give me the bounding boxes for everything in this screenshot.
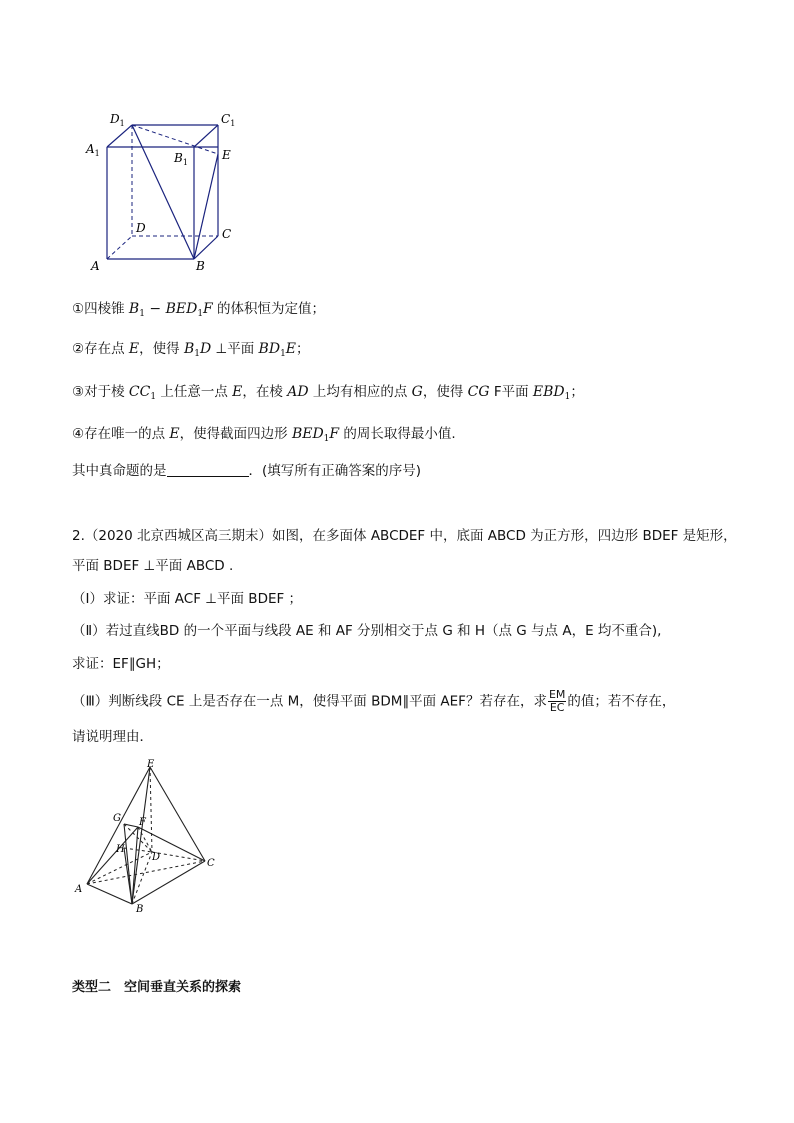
- statement-1: ①四棱锥 $B_1 - BED_1F$ 的体积恒为定值；: [72, 301, 326, 319]
- statement-4: ④存在唯一的点 E，使得截面四边形 $BED_1F$ 的周长取得最小值.: [72, 426, 456, 444]
- problem2-part3c: 请说明理由．: [72, 729, 153, 745]
- label-d1: $D_1$: [110, 112, 125, 128]
- problem2-part3: （Ⅲ）判断线段 CE 上是否存在一点 M，使得平面 BDM∥平面 AEF？若存在，求 $\frac{EM}{EC}$ 的值；若不存在，: [72, 688, 676, 714]
- edge-be: [194, 154, 218, 259]
- polyhedron-figure: [70, 755, 230, 915]
- edge-ad: [107, 236, 132, 259]
- edge-eb: [132, 767, 150, 904]
- edge-ab: [87, 884, 132, 904]
- label-b: B: [136, 904, 144, 915]
- statement-3: ③对于棱 $CC_1$ 上任意一点 E，在棱 AD 上均有相应的点 G，使得 CG F平面 $EBD_1$；: [72, 384, 584, 402]
- problem2-line1: 2.（2020 北京西城区高三期末）如图，在多面体 ABCDEF 中，底面 ABCD 为正方形，四边形 BDEF 是矩形，: [72, 528, 737, 544]
- label-c: C: [207, 858, 215, 869]
- label-c: C: [222, 227, 232, 241]
- label-a: A: [91, 259, 100, 273]
- section-heading: 类型二 空间垂直关系的探索: [72, 980, 242, 995]
- edge-a1d1: [107, 125, 132, 147]
- label-a1: $A_1$: [86, 142, 100, 158]
- cube-figure: [80, 100, 250, 275]
- answer-line: 其中真命题的是 ．(填写所有正确答案的序号): [72, 463, 422, 479]
- edge-d1b: [132, 125, 194, 259]
- label-b1: $B_1$: [174, 151, 188, 167]
- label-f: F: [139, 817, 146, 828]
- label-h: H: [116, 844, 125, 855]
- edge-d1e: [132, 125, 218, 154]
- edge-ed: [150, 767, 152, 852]
- statement-2: ②存在点 E，使得 $B_1D$ ⊥平面 $BD_1E$；: [72, 341, 310, 359]
- problem2-line2: 平面 BDEF ⊥平面 ABCD .: [72, 558, 234, 574]
- edge-hb: [124, 848, 132, 904]
- label-d: D: [152, 852, 161, 863]
- label-b: B: [196, 259, 205, 273]
- label-e: E: [147, 759, 155, 770]
- edge-b1c1: [194, 125, 218, 147]
- answer-blank[interactable]: [167, 463, 249, 477]
- problem2-part1: （Ⅰ）求证：平面 ACF ⊥平面 BDEF ；: [72, 591, 303, 607]
- problem2-part2b: 求证：EF∥GH；: [72, 656, 170, 672]
- label-a: A: [75, 884, 83, 895]
- fraction-em-ec: $\frac{EM}{EC}$: [548, 688, 566, 714]
- edge-ad: [87, 852, 152, 884]
- label-d: D: [136, 221, 146, 235]
- label-e: E: [222, 148, 231, 162]
- problem2-part2: （Ⅱ）若过直线BD 的一个平面与线段 AE 和 AF 分别相交于点 G 和 H（点 G 与点 A，E 均不重合),: [72, 623, 662, 639]
- edge-bc: [132, 861, 205, 904]
- label-g: G: [113, 813, 121, 824]
- label-c1: $C_1$: [221, 112, 236, 128]
- edge-bc: [194, 236, 218, 259]
- edge-hd: [124, 848, 152, 852]
